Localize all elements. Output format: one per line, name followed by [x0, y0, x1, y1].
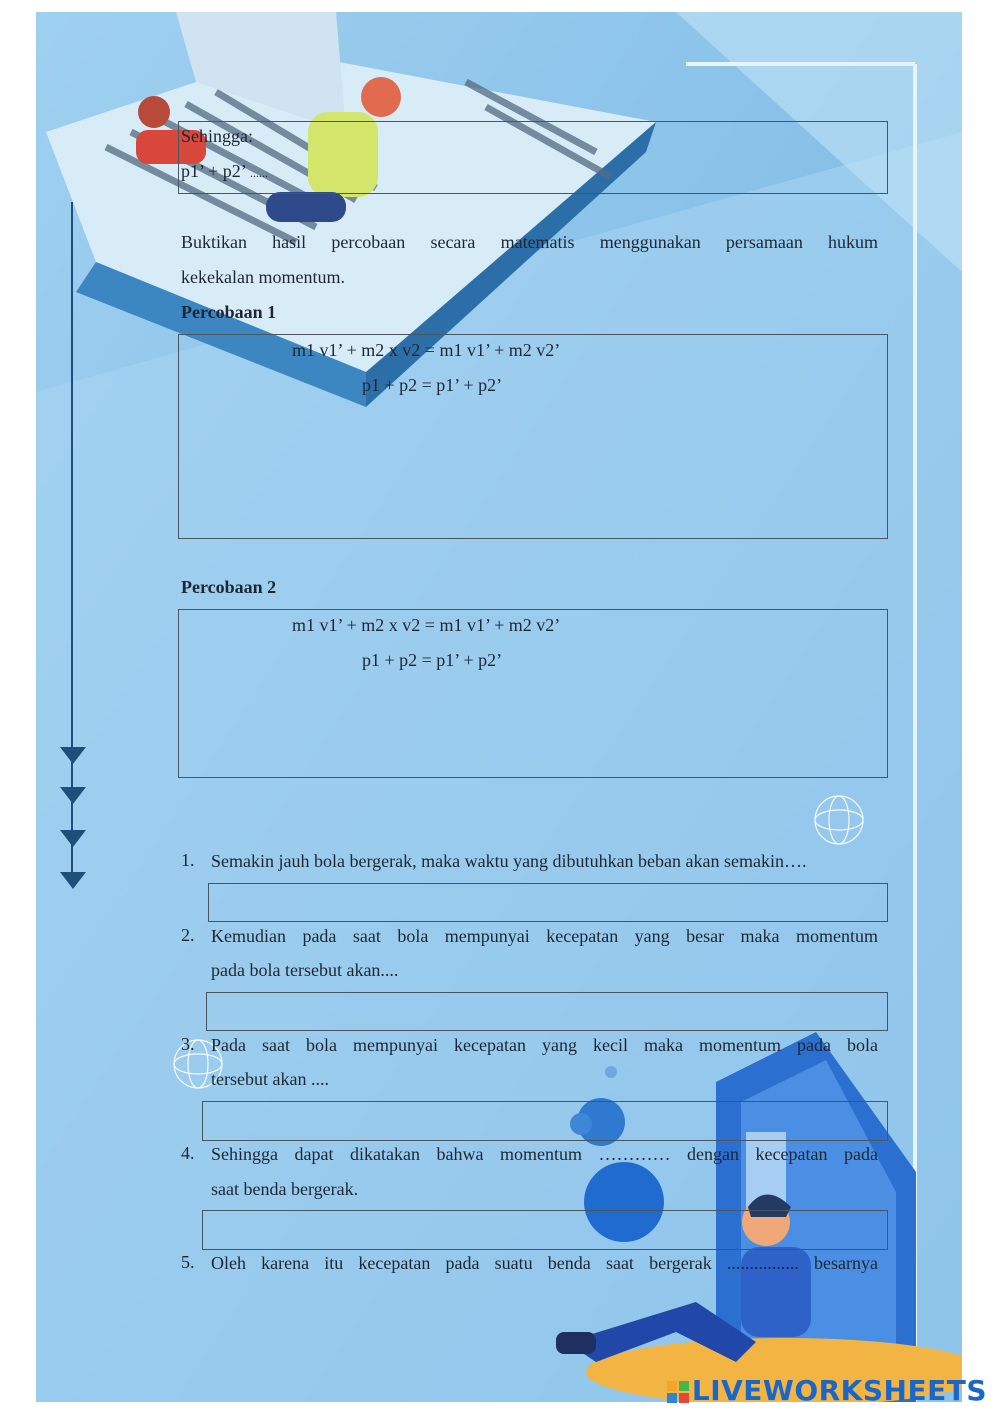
experiment1-equation-momentum: m1 v1’ + m2 x v2 = m1 v1’ + m2 v2’	[292, 340, 561, 360]
question5-text-line1: Oleh karena itu kecepatan pada suatu benda saat bergerak ................ besarnya	[211, 1253, 878, 1273]
question2-text-line2: pada bola tersebut akan....	[211, 960, 399, 980]
question5-number: 5.	[181, 1252, 195, 1272]
experiment2-heading: Percobaan 2	[181, 577, 277, 597]
summary-label: Sehingga:	[181, 126, 253, 146]
question2-text-line1: Kemudian pada saat bola mempunyai kecepatan yang besar maka momentum	[211, 926, 878, 946]
question4-answer-box[interactable]	[202, 1210, 888, 1250]
summary-equation	[181, 160, 268, 184]
instruction-line1: Buktikan hasil percobaan secara matematis menggunakan persamaan hukum	[181, 232, 878, 252]
summary-box	[178, 121, 888, 194]
question1-text: Semakin jauh bola bergerak, maka waktu yang dibutuhkan beban akan semakin….	[211, 851, 807, 871]
worksheet-page	[36, 12, 962, 1402]
experiment2-equation-momentum: m1 v1’ + m2 x v2 = m1 v1’ + m2 v2’	[292, 615, 561, 635]
experiment1-equation-p: p1 + p2 = p1’ + p2’	[362, 375, 503, 395]
summary-equation-blank[interactable]: ......	[249, 166, 268, 180]
liveworksheets-badge-icon	[667, 1381, 689, 1403]
instruction-line2: kekekalan momentum.	[181, 267, 345, 287]
question3-answer-box[interactable]	[202, 1101, 888, 1141]
summary-equation-main: p1’ + p2’	[181, 161, 246, 181]
liveworksheets-logo	[667, 1374, 987, 1407]
experiment1-box[interactable]	[178, 334, 888, 539]
question1-number: 1.	[181, 850, 195, 870]
question3-number: 3.	[181, 1034, 195, 1054]
experiment2-box[interactable]	[178, 609, 888, 778]
experiment1-heading: Percobaan 1	[181, 302, 277, 322]
liveworksheets-logo-text: LIVEWORKSHEETS	[691, 1374, 987, 1407]
question4-text-line2: saat benda bergerak.	[211, 1179, 359, 1199]
question3-text-line2: tersebut akan ....	[211, 1069, 329, 1089]
question2-answer-box[interactable]	[206, 992, 888, 1031]
experiment2-equation-p: p1 + p2 = p1’ + p2’	[362, 650, 503, 670]
question3-text-line1: Pada saat bola mempunyai kecepatan yang kecil maka momentum pada bola	[211, 1035, 878, 1055]
question1-answer-box[interactable]	[208, 883, 888, 922]
question4-number: 4.	[181, 1143, 195, 1163]
question4-text-line1: Sehingga dapat dikatakan bahwa momentum ………… dengan kecepatan pada	[211, 1144, 878, 1164]
question2-number: 2.	[181, 925, 195, 945]
